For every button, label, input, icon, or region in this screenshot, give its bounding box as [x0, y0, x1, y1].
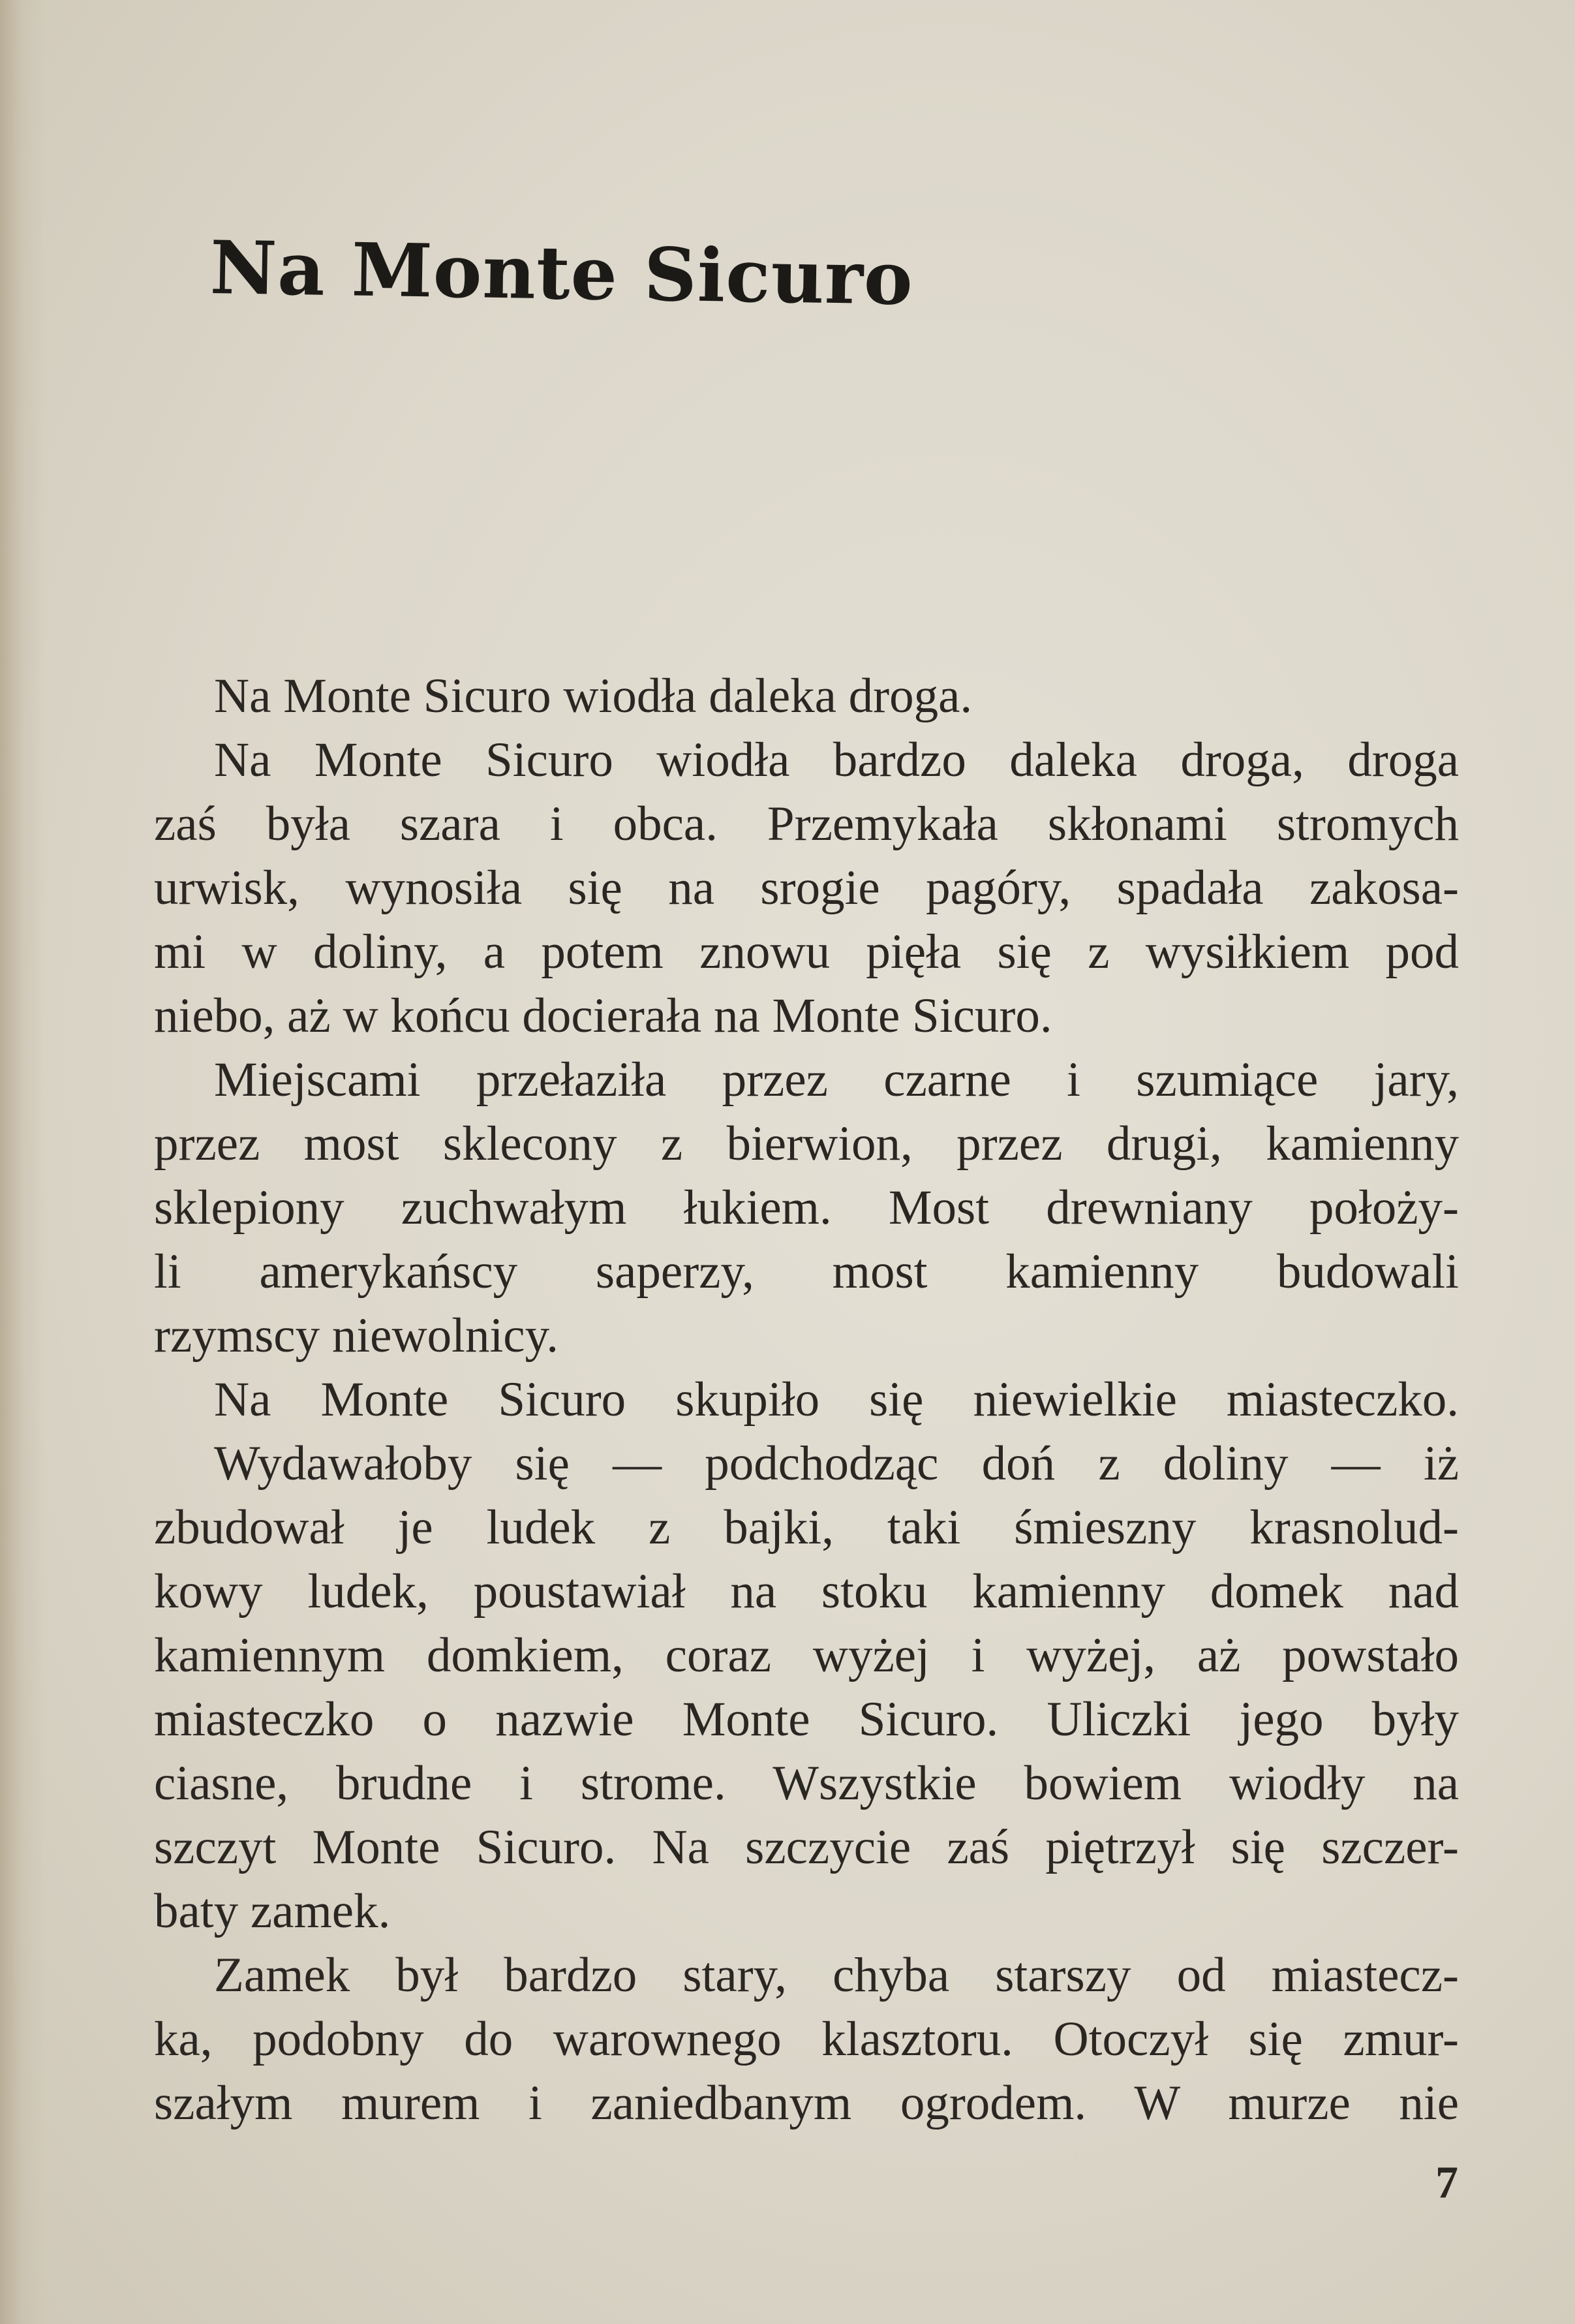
text-line: zaś była szara i obca. Przemykała skłonami stromych	[154, 797, 1459, 851]
text-line: urwisk, wynosiła się na srogie pagóry, spadała zakosa-	[154, 861, 1459, 915]
text-line: Na Monte Sicuro wiodła bardzo daleka droga, droga	[214, 733, 1459, 787]
text-line: ciasne, brudne i strome. Wszystkie bowiem wiodły na	[154, 1756, 1459, 1810]
text-line: sklepiony zuchwałym łukiem. Most drewniany położy-	[154, 1181, 1459, 1235]
text-line: Wydawałoby się — podchodząc doń z doliny — iż	[214, 1436, 1459, 1491]
text-line: przez most sklecony z bierwion, przez drugi, kamienny	[154, 1117, 1459, 1171]
text-line: Na Monte Sicuro wiodła daleka droga.	[214, 669, 973, 723]
chapter-body	[154, 664, 1459, 2135]
text-line: Na Monte Sicuro skupiło się niewielkie miasteczko.	[214, 1372, 1459, 1427]
text-line: rzymscy niewolnicy.	[154, 1309, 558, 1363]
text-line: kamiennym domkiem, coraz wyżej i wyżej, aż powstało	[154, 1628, 1459, 1682]
text-line: szczyt Monte Sicuro. Na szczycie zaś piętrzył się szczer-	[154, 1820, 1459, 1874]
text-line: Miejscami przełaziła przez czarne i szumiące jary,	[214, 1053, 1459, 1107]
text-line: baty zamek.	[154, 1884, 391, 1938]
text-line: Zamek był bardzo stary, chyba starszy od miastecz-	[214, 1948, 1459, 2002]
text-line: li amerykańscy saperzy, most kamienny budowali	[154, 1245, 1459, 1299]
text-line: zbudował je ludek z bajki, taki śmieszny krasnolud-	[154, 1500, 1459, 1555]
text-line: mi w doliny, a potem znowu pięła się z wysiłkiem pod	[154, 925, 1459, 979]
text-line: niebo, aż w końcu docierała na Monte Sicuro.	[154, 989, 1052, 1043]
chapter-title: Na Monte Sicuro	[209, 225, 914, 322]
text-line: ka, podobny do warownego klasztoru. Otoczył się zmur-	[154, 2012, 1459, 2066]
text-line: kowy ludek, poustawiał na stoku kamienny domek nad	[154, 1564, 1459, 1619]
text-line: miasteczko o nazwie Monte Sicuro. Uliczki jego były	[154, 1692, 1459, 1746]
page-number: 7	[1435, 2158, 1458, 2208]
text-line: szałym murem i zaniedbanym ogrodem. W murze nie	[154, 2076, 1459, 2130]
